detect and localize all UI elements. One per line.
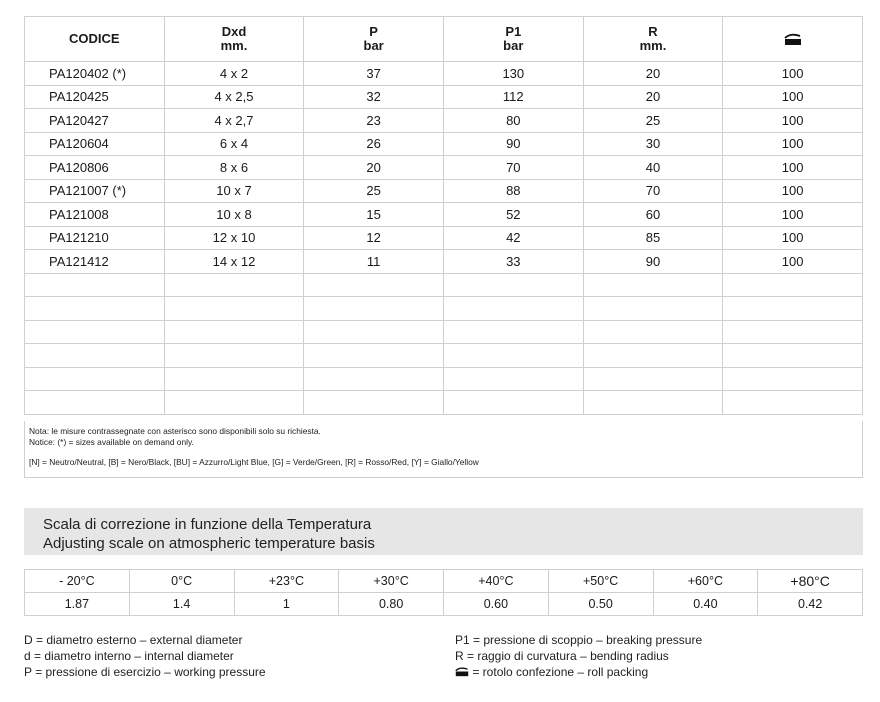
header-dxd: Dxd mm. (164, 17, 304, 62)
definitions-left (24, 632, 266, 680)
header-r: R mm. (583, 17, 723, 62)
empty-row (25, 297, 863, 321)
table-cell: 100 (723, 132, 863, 156)
empty-cell (25, 273, 165, 297)
table-cell: 11 (304, 250, 444, 274)
table-cell: 70 (583, 179, 723, 203)
temperature-cell: 0°C (129, 570, 234, 593)
empty-cell (304, 367, 444, 391)
table-body (25, 62, 863, 415)
notes-box (24, 421, 863, 478)
table-cell: 100 (723, 156, 863, 180)
empty-cell (304, 344, 444, 368)
table-cell: 88 (443, 179, 583, 203)
table-cell: 26 (304, 132, 444, 156)
factor-cell: 0.80 (339, 593, 444, 616)
empty-cell (25, 367, 165, 391)
empty-cell (443, 391, 583, 415)
table-cell: 130 (443, 62, 583, 86)
factor-row (25, 593, 863, 616)
definition-item: D = diametro esterno – external diameter (24, 633, 243, 647)
empty-row (25, 367, 863, 391)
empty-cell (723, 320, 863, 344)
header-p: P bar (304, 17, 444, 62)
empty-cell (25, 320, 165, 344)
empty-cell (164, 391, 304, 415)
table-cell: 10 x 7 (164, 179, 304, 203)
table-row (25, 132, 863, 156)
table-cell: 4 x 2,5 (164, 85, 304, 109)
table-row (25, 156, 863, 180)
empty-cell (304, 273, 444, 297)
empty-cell (583, 320, 723, 344)
temperature-cell: - 20°C (25, 570, 130, 593)
empty-cell (164, 297, 304, 321)
table-cell: 25 (304, 179, 444, 203)
table-cell: 100 (723, 109, 863, 133)
table-cell: 14 x 12 (164, 250, 304, 274)
table-cell: 32 (304, 85, 444, 109)
factor-cell: 0.60 (444, 593, 549, 616)
table-cell: 60 (583, 203, 723, 227)
note-italian: Nota: le misure contrassegnate con asterisco sono disponibili solo su richiesta. (29, 426, 321, 436)
definitions-right (455, 632, 702, 680)
temperature-cell: +23°C (234, 570, 339, 593)
table-cell: 8 x 6 (164, 156, 304, 180)
empty-cell (25, 344, 165, 368)
empty-cell (443, 367, 583, 391)
roll-packing-icon (784, 32, 802, 46)
table-cell: PA120604 (25, 132, 165, 156)
table-cell: 25 (583, 109, 723, 133)
table-row (25, 62, 863, 86)
temperature-title-en: Adjusting scale on atmospheric temperature basis (43, 535, 375, 552)
table-cell: 85 (583, 226, 723, 250)
table-cell: 37 (304, 62, 444, 86)
header-codice: CODICE (25, 17, 165, 62)
table-cell: 15 (304, 203, 444, 227)
temperature-table (24, 569, 863, 616)
factor-cell: 0.40 (653, 593, 758, 616)
empty-cell (583, 297, 723, 321)
empty-cell (443, 320, 583, 344)
empty-cell (583, 391, 723, 415)
temperature-cell: +80°C (758, 570, 863, 593)
empty-cell (723, 391, 863, 415)
temperature-cell: +40°C (444, 570, 549, 593)
temperature-cell: +30°C (339, 570, 444, 593)
empty-cell (583, 344, 723, 368)
table-cell: PA121008 (25, 203, 165, 227)
empty-cell (723, 273, 863, 297)
definition-item: P = pressione di esercizio – working pressure (24, 665, 266, 679)
definition-item: P1 = pressione di scoppio – breaking pressure (455, 633, 703, 647)
table-row (25, 179, 863, 203)
table-cell: 40 (583, 156, 723, 180)
table-cell: 12 (304, 226, 444, 250)
temperature-cell: +50°C (548, 570, 653, 593)
table-cell: 20 (583, 62, 723, 86)
empty-row (25, 391, 863, 415)
table-cell: 23 (304, 109, 444, 133)
factor-cell: 1.4 (129, 593, 234, 616)
table-cell: 100 (723, 62, 863, 86)
table-cell: 6 x 4 (164, 132, 304, 156)
table-cell: 4 x 2 (164, 62, 304, 86)
temperature-cell: +60°C (653, 570, 758, 593)
definition-item: d = diametro interno – internal diameter (24, 649, 234, 663)
empty-cell (164, 344, 304, 368)
table-cell: 90 (443, 132, 583, 156)
table-cell: 80 (443, 109, 583, 133)
empty-cell (25, 297, 165, 321)
color-legend: [N] = Neutro/Neutral, [B] = Nero/Black, [BU] = Azzurro/Light Blue, [G] = Verde/Green, [R] = Rosso/Red, [Y] = Giallo/Yellow (29, 457, 479, 467)
product-table (24, 16, 863, 415)
table-cell: 42 (443, 226, 583, 250)
table-cell: PA121007 (*) (25, 179, 165, 203)
table-row (25, 250, 863, 274)
table-cell: 52 (443, 203, 583, 227)
empty-cell (25, 391, 165, 415)
table-cell: 100 (723, 203, 863, 227)
table-cell: 112 (443, 85, 583, 109)
roll-packing-icon (455, 666, 469, 677)
empty-cell (164, 273, 304, 297)
table-cell: 70 (443, 156, 583, 180)
factor-cell: 1 (234, 593, 339, 616)
table-cell: 100 (723, 250, 863, 274)
table-row (25, 85, 863, 109)
factor-cell: 0.42 (758, 593, 863, 616)
table-cell: PA120806 (25, 156, 165, 180)
factor-cell: 0.50 (548, 593, 653, 616)
table-cell: 90 (583, 250, 723, 274)
empty-row (25, 344, 863, 368)
table-cell: 12 x 10 (164, 226, 304, 250)
definition-item: = rotolo confezione – roll packing (455, 664, 702, 680)
table-cell: PA121412 (25, 250, 165, 274)
empty-row (25, 273, 863, 297)
empty-cell (443, 273, 583, 297)
empty-cell (443, 297, 583, 321)
definition-item: R = raggio di curvatura – bending radius (455, 649, 669, 663)
table-row (25, 109, 863, 133)
table-cell: 4 x 2,7 (164, 109, 304, 133)
table-header-row (25, 17, 863, 62)
table-cell: PA120427 (25, 109, 165, 133)
header-p1: P1 bar (443, 17, 583, 62)
table-cell: 20 (583, 85, 723, 109)
empty-cell (443, 344, 583, 368)
table-cell: 30 (583, 132, 723, 156)
table-cell: PA121210 (25, 226, 165, 250)
empty-cell (723, 367, 863, 391)
table-cell: PA120402 (*) (25, 62, 165, 86)
table-cell: PA120425 (25, 85, 165, 109)
table-cell: 20 (304, 156, 444, 180)
temperature-title-it: Scala di correzione in funzione della Temperatura (43, 516, 372, 533)
empty-cell (164, 367, 304, 391)
temperature-row (25, 570, 863, 593)
empty-cell (304, 320, 444, 344)
empty-cell (164, 320, 304, 344)
table-cell: 100 (723, 226, 863, 250)
empty-cell (723, 297, 863, 321)
empty-cell (583, 367, 723, 391)
factor-cell: 1.87 (25, 593, 130, 616)
temperature-section-header (24, 508, 863, 555)
empty-cell (723, 344, 863, 368)
table-cell: 10 x 8 (164, 203, 304, 227)
table-cell: 100 (723, 85, 863, 109)
empty-cell (583, 273, 723, 297)
empty-cell (304, 391, 444, 415)
table-cell: 33 (443, 250, 583, 274)
table-row (25, 226, 863, 250)
table-cell: 100 (723, 179, 863, 203)
empty-row (25, 320, 863, 344)
header-roll (723, 17, 863, 62)
table-row (25, 203, 863, 227)
empty-cell (304, 297, 444, 321)
note-english: Notice: (*) = sizes available on demand only. (29, 437, 194, 447)
